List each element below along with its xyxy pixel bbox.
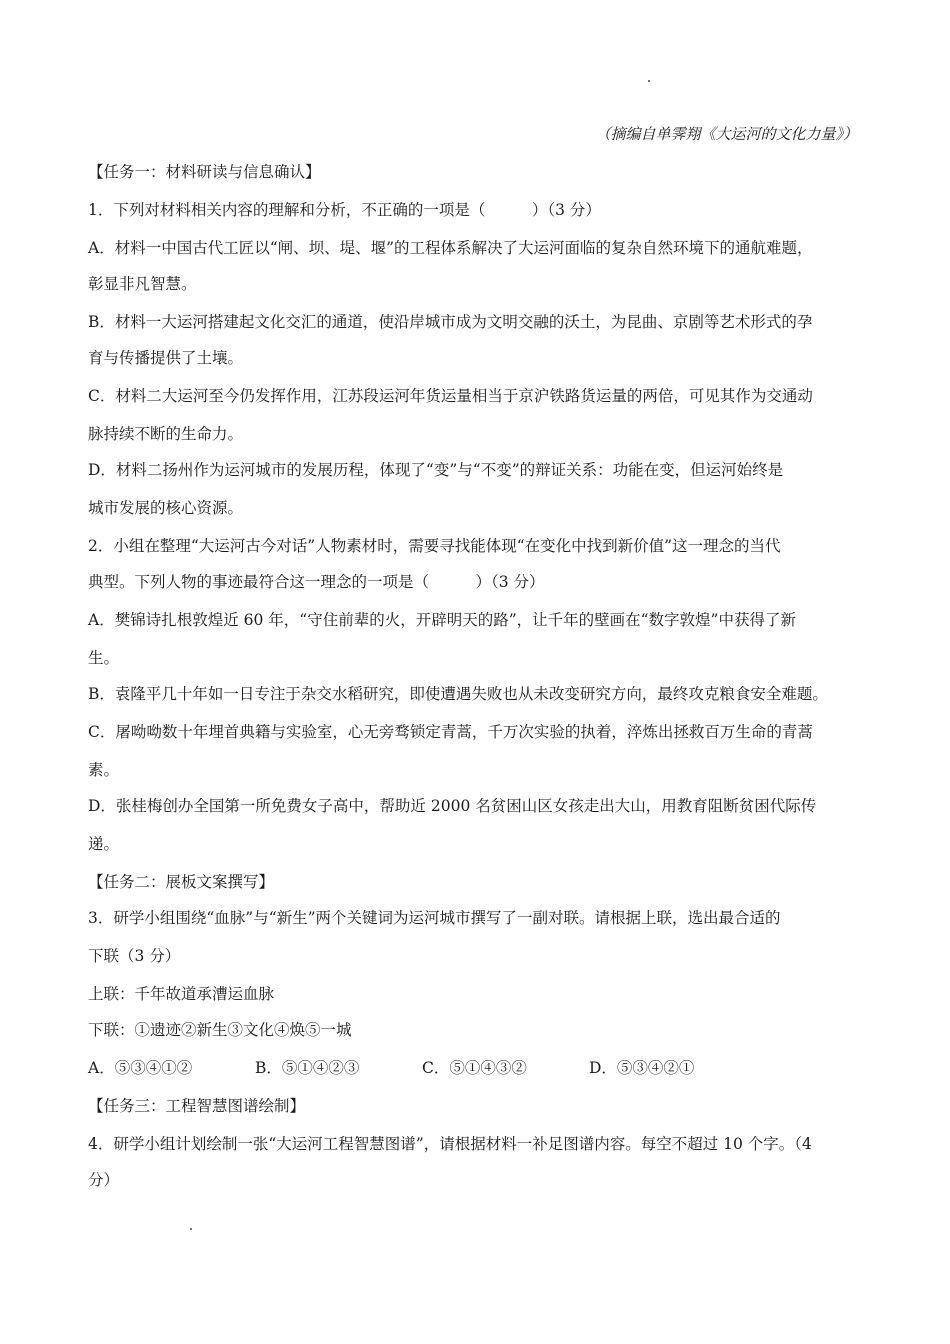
q2-option-d-line2: 递。 bbox=[88, 835, 120, 853]
question-3-stem-line1: 3．研学小组围绕“血脉”与“新生”两个关键词为运河城市撰写了一副对联。请根据上联，选出最合适的 bbox=[88, 909, 781, 927]
q1-option-c-line1: C．材料二大运河至今仍发挥作用，江苏段运河年货运量相当于京沪铁路货运量的两倍，可见其作为交通动 bbox=[88, 387, 813, 405]
task-heading-2: 【任务二：展板文案撰写】 bbox=[88, 873, 275, 891]
question-2-stem-line1: 2．小组在整理“大运河古今对话”人物素材时，需要寻找能体现“在变化中找到新价值”这一理念的当代 bbox=[88, 537, 781, 555]
q2-option-d-line1: D．张桂梅创办全国第一所免费女子高中，帮助近 2000 名贫困山区女孩走出大山，用教育阻断贫困代际传 bbox=[88, 797, 817, 815]
question-2-stem-line2: 典型。下列人物的事迹最符合这一理念的一项是（ ）（3 分） bbox=[88, 573, 545, 591]
q2-option-c-line1: C．屠呦呦数十年埋首典籍与实验室，心无旁骛锁定青蒿，千万次实验的执着，淬炼出拯救百万生命的青蒿 bbox=[88, 723, 813, 741]
task-heading-1: 【任务一：材料研读与信息确认】 bbox=[88, 163, 321, 181]
q2-option-a-line2: 生。 bbox=[88, 649, 120, 667]
q3-option-c: C．⑤①④③② bbox=[422, 1059, 527, 1077]
question-4-stem-line2: 分） bbox=[88, 1171, 120, 1189]
scan-dot-top bbox=[648, 80, 650, 82]
couplet-lower: 下联：①遗迹②新生③文化④焕⑤一城 bbox=[88, 1021, 352, 1039]
q2-option-c-line2: 素。 bbox=[88, 761, 120, 779]
q1-option-d-line1: D．材料二扬州作为运河城市的发展历程，体现了“变”与“不变”的辩证关系：功能在变，但运河始终是 bbox=[88, 461, 784, 479]
q1-option-a-line1: A．材料一中国古代工匠以“闸、坝、堤、堰”的工程体系解决了大运河面临的复杂自然环境下的通航难题， bbox=[88, 239, 813, 257]
q3-option-b: B．⑤①④②③ bbox=[255, 1059, 360, 1077]
source-citation: （摘编自单霁翔《大运河的文化力量》） bbox=[595, 125, 858, 143]
question-4-stem-line1: 4．研学小组计划绘制一张“大运河工程智慧图谱”，请根据材料一补足图谱内容。每空不超过 10 个字。（4 bbox=[88, 1135, 812, 1153]
couplet-upper: 上联：千年故道承漕运血脉 bbox=[88, 985, 275, 1003]
q1-option-b-line1: B．材料一大运河搭建起文化交汇的通道，使沿岸城市成为文明交融的沃土，为昆曲、京剧等艺术形式的孕 bbox=[88, 313, 813, 331]
q1-option-c-line2: 脉持续不断的生命力。 bbox=[88, 425, 244, 443]
task-heading-3: 【任务三：工程智慧图谱绘制】 bbox=[88, 1097, 306, 1115]
q1-option-d-line2: 城市发展的核心资源。 bbox=[88, 499, 244, 517]
q2-option-b: B．袁隆平几十年如一日专注于杂交水稻研究，即使遭遇失败也从未改变研究方向，最终攻克粮食安全难题。 bbox=[88, 685, 828, 703]
scan-dot-bottom bbox=[190, 1228, 192, 1230]
q1-option-b-line2: 育与传播提供了土壤。 bbox=[88, 349, 244, 367]
q3-option-a: A．⑤③④①② bbox=[88, 1059, 193, 1077]
q3-option-d: D．⑤③④②① bbox=[589, 1059, 695, 1077]
q2-option-a-line1: A．樊锦诗扎根敦煌近 60 年，“守住前辈的火，开辟明天的路”，让千年的壁画在“数字敦煌”中获得了新 bbox=[88, 611, 796, 629]
q1-option-a-line2: 彰显非凡智慧。 bbox=[88, 275, 197, 293]
question-3-stem-line2: 下联（3 分） bbox=[88, 947, 181, 965]
question-1-stem: 1．下列对材料相关内容的理解和分析，不正确的一项是（ ）（3 分） bbox=[88, 201, 601, 219]
